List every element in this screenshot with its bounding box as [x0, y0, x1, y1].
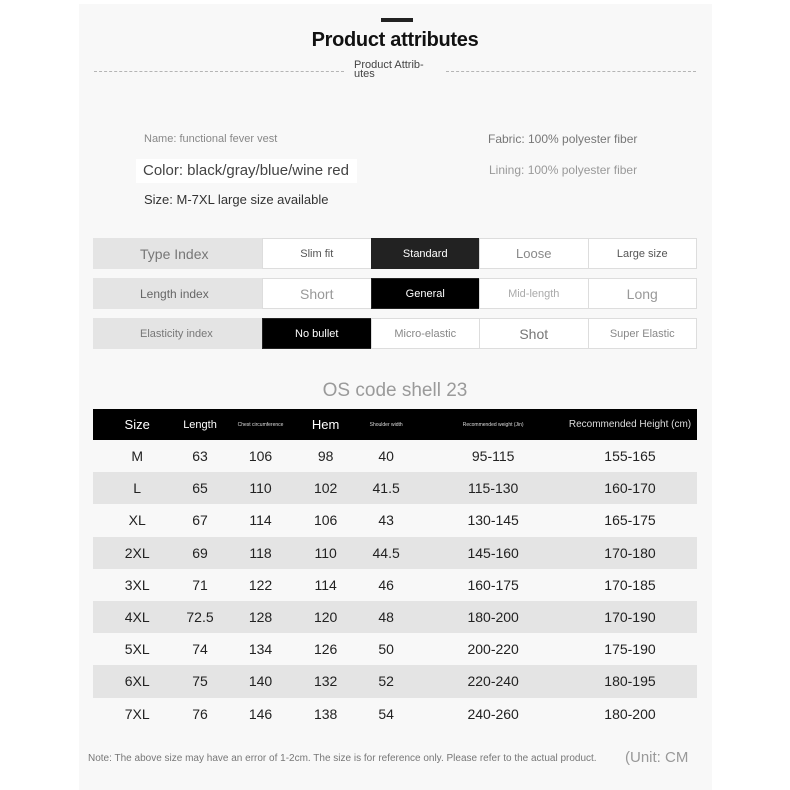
title-divider-right — [446, 71, 696, 72]
table-cell: 146 — [248, 705, 273, 722]
unit-label: (Unit: CM — [625, 749, 689, 766]
table-cell: 43 — [378, 512, 394, 529]
table-cell: 46 — [378, 576, 394, 593]
index-option-selected: No bullet — [262, 318, 371, 349]
table-cell: 165-175 — [604, 512, 656, 529]
table-cell: 126 — [313, 641, 338, 658]
table-row — [93, 698, 697, 730]
table-cell: 67 — [192, 512, 208, 529]
table-row — [93, 537, 697, 569]
table-cell: 170-185 — [604, 576, 656, 593]
size-table — [93, 409, 697, 730]
table-cell: 7XL — [124, 705, 150, 722]
table-cell: 145-160 — [467, 544, 519, 561]
table-cell: 122 — [248, 576, 273, 593]
table-cell: 160-175 — [467, 576, 519, 593]
table-row — [93, 633, 697, 665]
table-cell: XL — [128, 512, 146, 529]
table-cell: 76 — [192, 705, 208, 722]
table-cell: 220-240 — [467, 673, 519, 690]
table-cell: 95-115 — [471, 448, 515, 465]
table-cell: 75 — [192, 673, 208, 690]
subtitle-line-1: Product Attrib- — [354, 59, 424, 71]
table-cell: M — [131, 448, 144, 465]
table-row — [93, 472, 697, 504]
footnote: Note: The above size may have an error of 1-2cm. The size is for reference only. Please refer to the actual product. — [88, 753, 597, 764]
page-subtitle — [354, 61, 438, 79]
title-divider-left — [94, 71, 344, 72]
table-cell: 40 — [378, 448, 394, 465]
table-row — [93, 601, 697, 633]
table-cell: 132 — [313, 673, 338, 690]
table-cell: 180-200 — [604, 705, 656, 722]
index-label: Length index — [93, 278, 262, 309]
index-label: Type Index — [93, 238, 262, 269]
table-cell: 180-200 — [467, 609, 519, 626]
table-cell: 5XL — [124, 641, 150, 658]
index-option: Long — [588, 278, 698, 309]
table-cell: 240-260 — [467, 705, 519, 722]
index-row-elasticity — [93, 318, 697, 349]
table-cell: 54 — [378, 705, 394, 722]
table-cell: 69 — [192, 544, 208, 561]
table-cell: 63 — [192, 448, 208, 465]
table-cell: 50 — [378, 641, 394, 658]
table-cell: 110 — [249, 480, 272, 497]
table-cell: 3XL — [124, 576, 150, 593]
table-cell: 130-145 — [467, 512, 519, 529]
table-cell: 115-130 — [468, 480, 519, 497]
attr-size: Size: M-7XL large size available — [144, 192, 329, 207]
table-cell: 138 — [313, 705, 338, 722]
header-length: Length — [183, 418, 217, 431]
header-size: Size — [124, 417, 150, 432]
attr-lining: Lining: 100% polyester fiber — [489, 163, 638, 177]
table-cell: 160-170 — [604, 480, 656, 497]
table-cell: 200-220 — [467, 641, 519, 658]
table-cell: 170-180 — [604, 544, 656, 561]
table-cell: 140 — [248, 673, 273, 690]
table-cell: 4XL — [124, 609, 150, 626]
page-title: Product attributes — [311, 29, 479, 51]
table-cell: 41.5 — [372, 480, 400, 497]
index-option: Super Elastic — [588, 318, 698, 349]
table-cell: 48 — [378, 609, 394, 626]
table-row — [93, 665, 697, 697]
index-option-selected: General — [371, 278, 480, 309]
index-label: Elasticity index — [93, 318, 262, 349]
watermark-text: OS code shell 23 — [322, 380, 468, 401]
index-option: Micro-elastic — [371, 318, 480, 349]
attr-name: Name: functional fever vest — [144, 133, 278, 145]
table-cell: L — [133, 480, 142, 497]
attr-color: Color: black/gray/blue/wine red — [136, 159, 357, 183]
table-cell: 44.5 — [372, 544, 400, 561]
table-cell: 74 — [192, 641, 208, 658]
index-option: Loose — [479, 238, 588, 269]
table-cell: 114 — [314, 576, 337, 593]
table-cell: 65 — [192, 480, 208, 497]
table-cell: 134 — [248, 641, 273, 658]
table-row — [93, 569, 697, 601]
table-cell: 110 — [314, 544, 337, 561]
title-accent-bar — [381, 18, 413, 22]
table-row — [93, 440, 697, 472]
table-cell: 118 — [249, 544, 272, 561]
table-cell: 98 — [317, 448, 334, 465]
index-option-selected: Standard — [371, 238, 480, 269]
table-cell: 155-165 — [604, 448, 656, 465]
table-row — [93, 504, 697, 536]
index-row-type — [93, 238, 697, 269]
header-chest: Chest circumference — [237, 421, 284, 428]
table-cell: 114 — [249, 512, 272, 529]
index-option: Shot — [479, 318, 588, 349]
table-cell: 175-190 — [604, 641, 656, 658]
subtitle-line-2: utes — [354, 68, 375, 80]
header-height: Recommended Height (cm) — [568, 419, 692, 430]
table-cell: 102 — [313, 480, 338, 497]
table-cell: 106 — [248, 448, 273, 465]
header-hem: Hem — [311, 417, 340, 432]
table-cell: 120 — [313, 609, 338, 626]
index-row-length — [93, 278, 697, 309]
table-cell: 71 — [192, 576, 208, 593]
index-option: Slim fit — [262, 238, 371, 269]
size-table-header — [93, 409, 697, 440]
table-cell: 180-195 — [604, 673, 656, 690]
table-cell: 52 — [378, 673, 394, 690]
table-cell: 6XL — [124, 673, 150, 690]
table-cell: 106 — [313, 512, 338, 529]
header-weight: Recommended weight (Jin) — [462, 421, 524, 428]
table-cell: 2XL — [124, 544, 150, 561]
table-cell: 128 — [248, 609, 273, 626]
index-option: Short — [262, 278, 371, 309]
index-option: Large size — [588, 238, 698, 269]
attr-fabric: Fabric: 100% polyester fiber — [488, 132, 638, 146]
size-table-body — [93, 440, 697, 730]
table-cell: 72.5 — [186, 609, 214, 626]
index-option: Mid-length — [479, 278, 588, 309]
table-cell: 170-190 — [604, 609, 656, 626]
header-shoulder: Shoulder width — [369, 421, 403, 428]
